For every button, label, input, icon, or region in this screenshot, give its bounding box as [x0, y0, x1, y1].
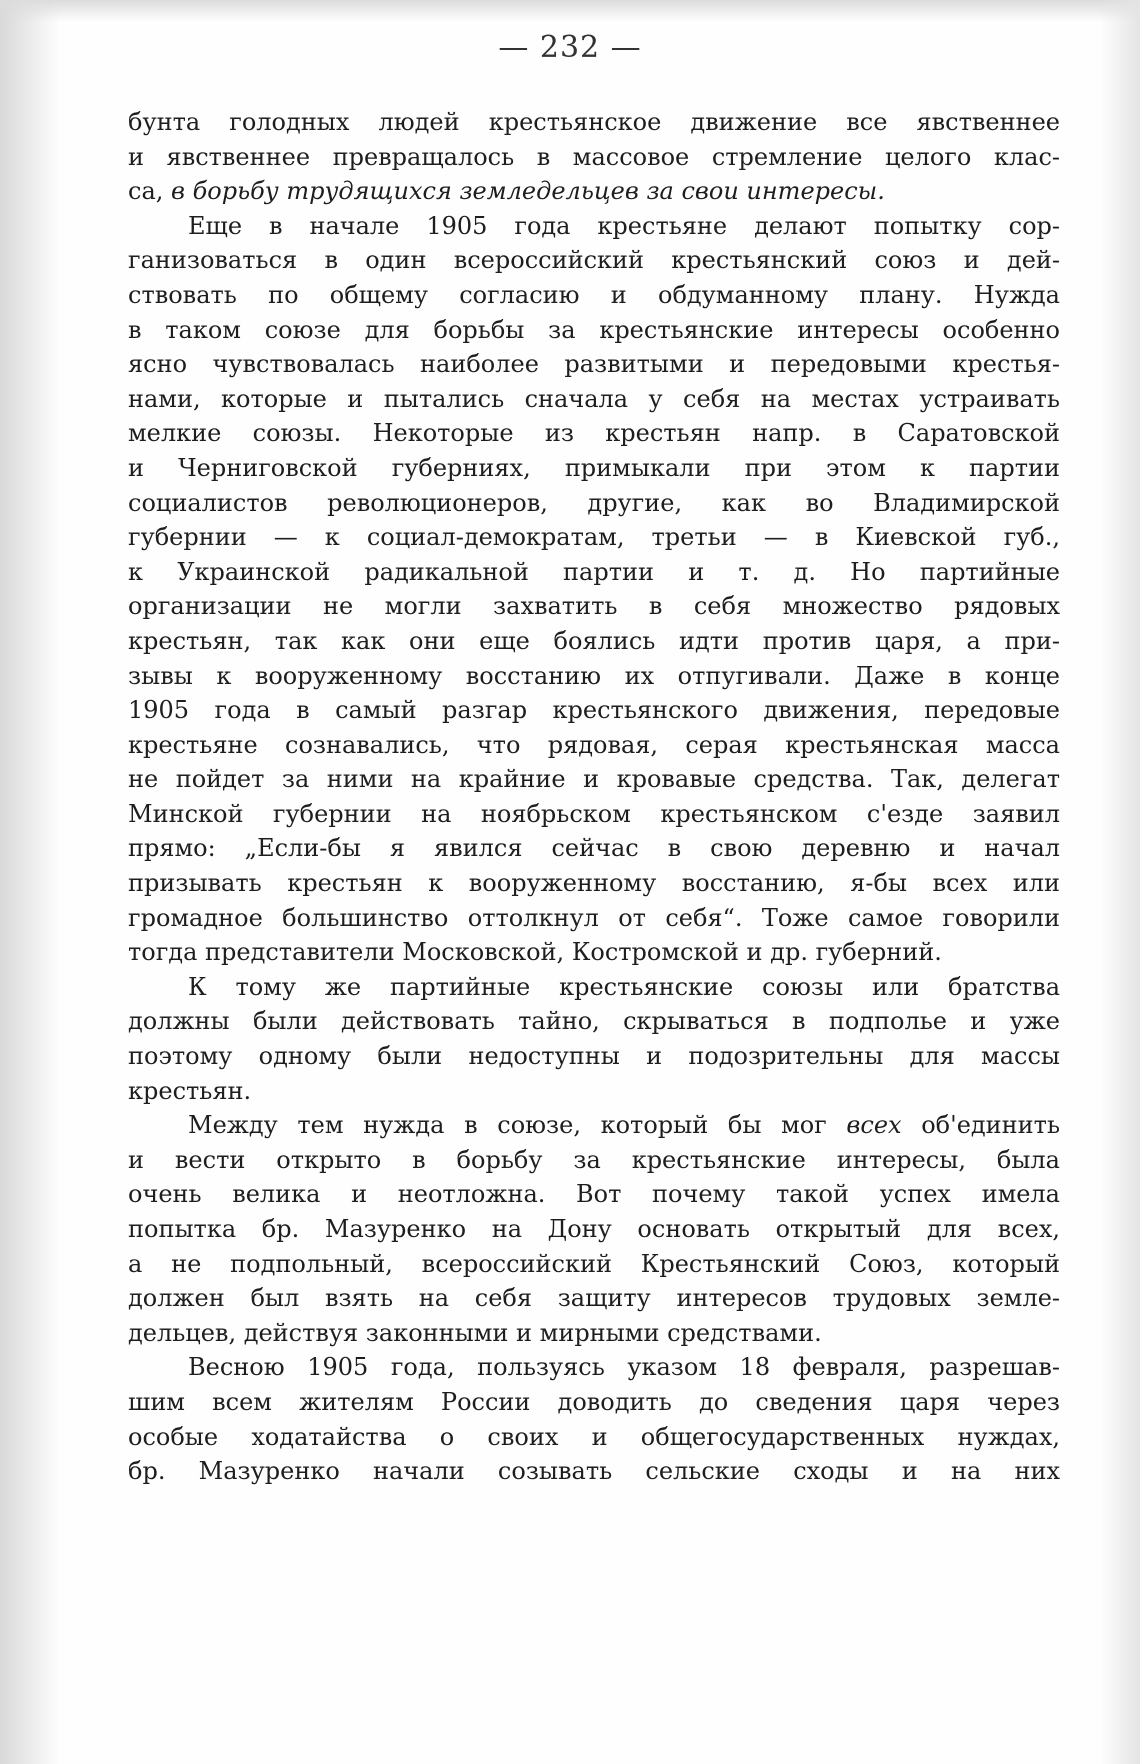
page-number: — 232 —	[498, 30, 642, 65]
line-text: крестьян.	[128, 1076, 252, 1105]
text-line	[128, 555, 1060, 590]
line-text: Весною 1905 года, пользуясь указом 18 февраля, разрешав-	[188, 1353, 1060, 1382]
text-line	[128, 278, 1060, 313]
text-line	[128, 1108, 1060, 1143]
text-line	[128, 243, 1060, 278]
line-text: и Черниговской губерниях, примыкали при этом к партии	[128, 453, 1060, 482]
text-line	[128, 797, 1060, 832]
text-line	[128, 416, 1060, 451]
line-text: бунта голодных людей крестьянское движение все явственнее	[128, 108, 1060, 136]
text-line	[128, 1281, 1060, 1316]
text-line	[128, 1039, 1060, 1074]
line-text: поэтому одному были недоступны и подозрительны для массы	[128, 1042, 1060, 1071]
line-text: дельцев, действуя законными и мирными средствами.	[128, 1318, 822, 1347]
line-text: Минской губернии на ноябрьском крестьянском с'езде заявил	[128, 799, 1060, 828]
line-text: Еще в начале 1905 года крестьяне делают попытку сор-	[188, 211, 1060, 240]
text-line	[128, 1212, 1060, 1247]
text-line	[128, 1385, 1060, 1420]
line-text: очень велика и неотложна. Вот почему такой успех имела	[128, 1180, 1060, 1209]
text-line	[128, 693, 1060, 728]
text-line	[128, 174, 1060, 209]
text-line	[128, 1247, 1060, 1282]
text-line	[128, 1074, 1060, 1109]
line-text: губернии — к социал-демократам, третьи — в Киевской губ.,	[128, 523, 1060, 552]
line-text: громадное большинство оттолкнул от себя“. Тоже самое говорили	[128, 903, 1060, 932]
line-text: в таком союзе для борьбы за крестьянские интересы особенно	[128, 315, 1060, 344]
text-line	[128, 901, 1060, 936]
line-text: 1905 года в самый разгар крестьянского движения, передовые	[128, 696, 1060, 725]
text-line	[128, 1177, 1060, 1212]
text-line	[128, 728, 1060, 763]
text-line	[128, 762, 1060, 797]
text-line	[128, 589, 1060, 624]
text-line	[128, 105, 1060, 140]
line-text: са,	[128, 177, 172, 206]
text-line	[128, 486, 1060, 521]
line-text: ствовать по общему согласию и обдуманному плану. Нужда	[128, 280, 1060, 309]
text-line	[128, 1454, 1060, 1489]
text-line	[128, 1143, 1060, 1178]
italic-emphasis: в борьбу трудящихся земледельцев за свои интересы.	[171, 177, 885, 206]
text-line	[128, 140, 1060, 175]
scan-shadow-left	[0, 0, 60, 1764]
line-text: и явственнее превращалось в массовое стремление целого клас-	[128, 142, 1060, 171]
text-line	[128, 624, 1060, 659]
text-line	[128, 1350, 1060, 1385]
text-line	[128, 1420, 1060, 1455]
text-line	[128, 347, 1060, 382]
text-line	[128, 451, 1060, 486]
line-text: ясно чувствовалась наиболее развитыми и передовыми крестья-	[128, 350, 1060, 379]
line-text: мелкие союзы. Некоторые из крестьян напр. в Саратовской	[128, 419, 1060, 448]
line-text: организации не могли захватить в себя множество рядовых	[128, 592, 1060, 621]
line-text: тогда представители Московской, Костромской и др. губерний.	[128, 938, 942, 967]
line-text: к Украинской радикальной партии и т. д. Но партийные	[128, 557, 1060, 586]
line-text: нами, которые и пытались сначала у себя на местах устраивать	[128, 384, 1060, 413]
text-line	[128, 970, 1060, 1005]
text-line	[128, 520, 1060, 555]
line-text: и вести открыто в борьбу за крестьянские интересы, была	[128, 1145, 1060, 1174]
line-text: особые ходатайства о своих и общегосударственных нуждах,	[128, 1422, 1060, 1451]
line-text: прямо: „Если-бы я явился сейчас в свою деревню и начал	[128, 834, 1060, 863]
line-text: К тому же партийные крестьянские союзы или братства	[188, 972, 1060, 1001]
line-text: об'единить	[901, 1111, 1061, 1140]
line-text: крестьяне сознавались, что рядовая, серая крестьянская масса	[128, 730, 1060, 759]
text-line	[128, 313, 1060, 348]
line-text: бр. Мазуренко начали созывать сельские сходы и на них	[128, 1457, 1060, 1486]
text-line	[128, 659, 1060, 694]
text-line	[128, 831, 1060, 866]
text-line	[128, 935, 1060, 970]
line-text: попытка бр. Мазуренко на Дону основать открытый для всех,	[128, 1215, 1060, 1243]
line-text: ганизоваться в один всероссийский крестьянский союз и дей-	[128, 246, 1060, 275]
line-text: крестьян, так как они еще боялись идти против царя, а при-	[128, 626, 1060, 655]
scan-shadow-top	[0, 0, 1140, 22]
text-line	[128, 1004, 1060, 1039]
text-line	[128, 866, 1060, 901]
line-text: зывы к вооруженному восстанию их отпугивали. Даже в конце	[128, 661, 1060, 690]
line-text: Между тем нужда в союзе, который бы мог	[188, 1111, 847, 1140]
scan-shadow-right	[1100, 0, 1140, 1764]
line-text: должен был взять на себя защиту интересов трудовых земле-	[128, 1284, 1060, 1313]
line-text: призывать крестьян к вооруженному восстанию, я-бы всех или	[128, 869, 1060, 898]
body-text	[128, 105, 1060, 1489]
line-text: шим всем жителям России доводить до сведения царя через	[128, 1387, 1060, 1416]
line-text: а не подпольный, всероссийский Крестьянский Союз, который	[128, 1249, 1060, 1278]
italic-emphasis: всех	[846, 1111, 902, 1140]
line-text: не пойдет за ними на крайние и кровавые средства. Так, делегат	[128, 765, 1060, 794]
text-line	[128, 209, 1060, 244]
text-line	[128, 1316, 1060, 1351]
text-line	[128, 382, 1060, 417]
line-text: социалистов революционеров, другие, как во Владимирской	[128, 488, 1060, 517]
line-text: должны были действовать тайно, скрываться в подполье и уже	[128, 1007, 1060, 1036]
